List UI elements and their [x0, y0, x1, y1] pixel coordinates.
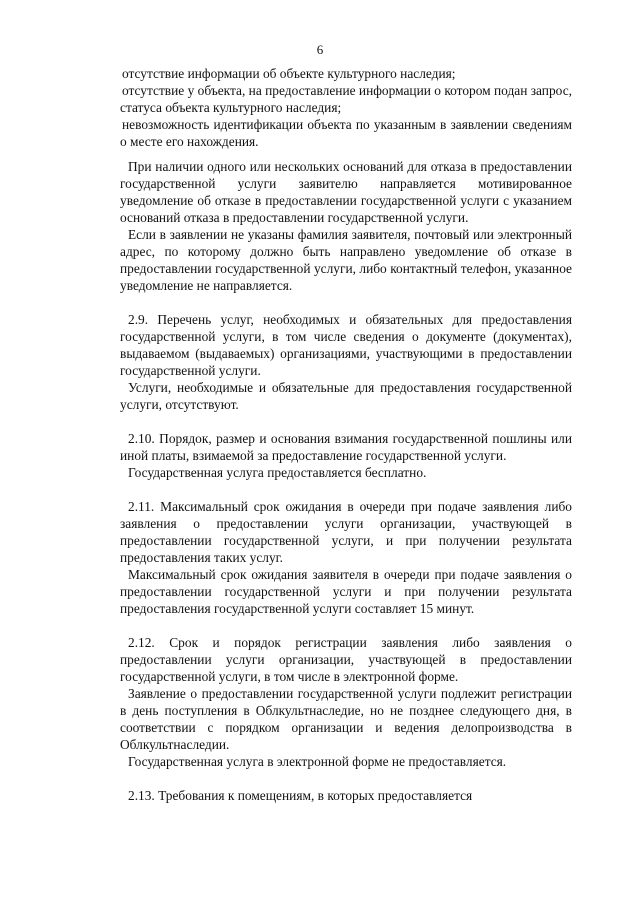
section-2-9-text: Услуги, необходимые и обязательные для предоставления государственной услуги, отсутствуют. [120, 380, 572, 412]
section-2-13-heading: 2.13. Требования к помещениям, в которых предоставляется [128, 788, 473, 803]
document-body [120, 65, 572, 804]
paragraph-notice-not-sent: Если в заявлении не указаны фамилия заявителя, почтовый или электронный адрес, по которому должно быть направлено уведомление об отказе в предоставлении государственной услуги, либо контактный телефон, указанное уведомление не направляется. [120, 227, 572, 293]
section-2-11-text: Максимальный срок ожидания заявителя в очереди при подаче заявления о предоставлении государственной услуги и при получении результата предоставления государственной услуги составляет 15 минут. [120, 567, 572, 616]
section-2-12-electronic: Государственная услуга в электронной форме не предоставляется. [128, 754, 507, 769]
section-2-11-heading: 2.11. Максимальный срок ожидания в очереди при подаче заявления либо заявления о предоставлении услуги организации, участвующей в предоставлении государственной услуги, и при получении результата предоставления таких услуг. [120, 499, 572, 565]
paragraph-refusal-notice: При наличии одного или нескольких оснований для отказа в предоставлении государственной услуги заявителю направляется мотивированное уведомление об отказе в предоставлении государственной услуги с указанием оснований отказа в предоставлении государственной услуги. [120, 159, 572, 225]
section-2-12-registration: Заявление о предоставлении государственной услуги подлежит регистрации в день поступления в Облкультнаследие, но не позднее следующего дня, в соответствии с порядком организации и ведения делопроизводства в Облкультнаследии. [120, 686, 572, 752]
paragraph-no-status: отсутствие у объекта, на предоставление информации о котором подан запрос, статуса объекта культурного наследия; [120, 83, 572, 115]
section-2-9-heading: 2.9. Перечень услуг, необходимых и обязательных для предоставления государственной услуги, в том числе сведения о документе (документах), выдаваемом (выдаваемых) организациями, участвующими в предоставлении государственной услуги. [120, 312, 572, 378]
paragraph-no-identification: невозможность идентификации объекта по указанным в заявлении сведениям о месте его нахождения. [120, 117, 572, 149]
page-number: 6 [316, 42, 324, 57]
section-2-12-heading: 2.12. Срок и порядок регистрации заявления либо заявления о предоставлении услуги организации, участвующей в предоставлении государственной услуги, в том числе в электронной форме. [120, 635, 572, 684]
paragraph-no-info: отсутствие информации об объекте культурного наследия; [122, 66, 456, 81]
section-2-10-heading: 2.10. Порядок, размер и основания взимания государственной пошлины или иной платы, взимаемой за предоставление государственной услуги. [120, 431, 572, 463]
section-2-10-text: Государственная услуга предоставляется бесплатно. [128, 465, 427, 480]
